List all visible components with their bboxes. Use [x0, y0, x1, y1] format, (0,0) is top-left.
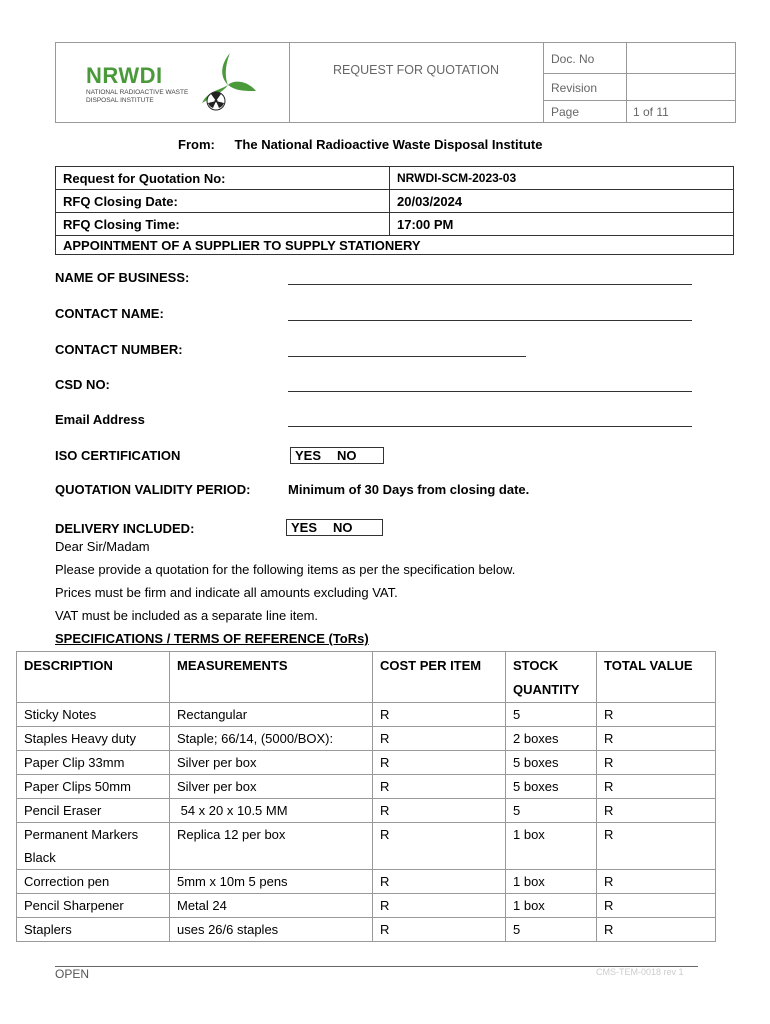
rfq-closing-time-value: 17:00 PM — [390, 213, 734, 236]
cell-description: Permanent Markers Black — [17, 823, 170, 870]
cell-cost[interactable]: R — [373, 918, 506, 942]
col-total-value: TOTAL VALUE — [597, 652, 716, 703]
cell-total[interactable]: R — [597, 823, 716, 870]
rfq-closing-date-row — [56, 190, 734, 213]
table-row — [17, 870, 716, 894]
col-description: DESCRIPTION — [17, 652, 170, 703]
cell-total[interactable]: R — [597, 918, 716, 942]
cell-quantity: 5 — [506, 918, 597, 942]
iso-yes[interactable]: YES — [295, 448, 322, 463]
cell-measurements: Rectangular — [170, 703, 373, 727]
cell-description: Staplers — [17, 918, 170, 942]
csd-number-label: CSD NO: — [55, 377, 110, 392]
col-measurements: MEASUREMENTS — [170, 652, 373, 703]
cell-quantity: 1 box — [506, 894, 597, 918]
contact-name-line[interactable] — [288, 320, 692, 321]
delivery-included-label: DELIVERY INCLUDED: — [55, 521, 195, 536]
radiation-leaf-icon — [200, 51, 258, 115]
business-name-line[interactable] — [288, 284, 692, 285]
validity-period-value: Minimum of 30 Days from closing date. — [288, 482, 530, 497]
rfq-number-value: NRWDI-SCM-2023-03 — [390, 167, 734, 190]
contact-name-label: CONTACT NAME: — [55, 306, 164, 321]
cell-total[interactable]: R — [597, 727, 716, 751]
cell-cost[interactable]: R — [373, 703, 506, 727]
spec-heading: SPECIFICATIONS / TERMS OF REFERENCE (ToRs) — [55, 631, 369, 646]
rfq-subject: APPOINTMENT OF A SUPPLIER TO SUPPLY STATIONERY — [56, 236, 734, 255]
contact-number-label: CONTACT NUMBER: — [55, 342, 183, 357]
rfq-closing-date-label: RFQ Closing Date: — [56, 190, 390, 213]
cell-description: Pencil Sharpener — [17, 894, 170, 918]
page-row — [544, 101, 735, 122]
cell-total[interactable]: R — [597, 894, 716, 918]
from-label: From: — [178, 137, 215, 152]
cell-quantity: 2 boxes — [506, 727, 597, 751]
salutation: Dear Sir/Madam — [55, 539, 150, 554]
cell-quantity: 5 boxes — [506, 751, 597, 775]
rfq-closing-date-value: 20/03/2024 — [390, 190, 734, 213]
business-name-label: NAME OF BUSINESS: — [55, 270, 190, 285]
cell-measurements: 5mm x 10m 5 pens — [170, 870, 373, 894]
letter-line-3: VAT must be included as a separate line item. — [55, 608, 319, 623]
cell-total[interactable]: R — [597, 751, 716, 775]
logo-cell — [56, 43, 290, 122]
rfq-number-row — [56, 167, 734, 190]
footer-reference: CMS-TEM-0018 rev 1 — [596, 967, 684, 977]
cell-description: Paper Clip 33mm — [17, 751, 170, 775]
cell-description: Pencil Eraser — [17, 799, 170, 823]
cell-measurements: Replica 12 per box — [170, 823, 373, 870]
document-header — [55, 42, 736, 123]
cell-description: Paper Clips 50mm — [17, 775, 170, 799]
col-cost-per-item: COST PER ITEM — [373, 652, 506, 703]
cell-measurements: Staple; 66/14, (5000/BOX): — [170, 727, 373, 751]
header-meta — [544, 43, 735, 122]
cell-cost[interactable]: R — [373, 894, 506, 918]
doc-no-row — [544, 43, 735, 74]
table-row — [17, 894, 716, 918]
cell-quantity: 1 box — [506, 870, 597, 894]
table-row — [17, 823, 716, 870]
letter-line-1: Please provide a quotation for the following items as per the specification below. — [55, 562, 516, 577]
iso-no[interactable]: NO — [337, 448, 357, 463]
cell-cost[interactable]: R — [373, 775, 506, 799]
table-row — [17, 703, 716, 727]
iso-certification-label: ISO CERTIFICATION — [55, 448, 181, 463]
cell-measurements: 54 x 20 x 10.5 MM — [170, 799, 373, 823]
email-line[interactable] — [288, 426, 692, 427]
header-title-cell — [289, 43, 544, 122]
rfq-closing-time-label: RFQ Closing Time: — [56, 213, 390, 236]
delivery-no[interactable]: NO — [333, 520, 353, 535]
cell-measurements: Silver per box — [170, 751, 373, 775]
cell-total[interactable]: R — [597, 703, 716, 727]
cell-cost[interactable]: R — [373, 727, 506, 751]
revision-label: Revision — [551, 81, 598, 95]
page-value: 1 of 11 — [626, 101, 669, 122]
rfq-subject-row — [56, 236, 734, 255]
logo-subtitle-1: NATIONAL RADIOACTIVE WASTE — [86, 89, 189, 96]
iso-yes-no-box[interactable] — [290, 447, 384, 464]
cell-cost[interactable]: R — [373, 751, 506, 775]
cell-measurements: uses 26/6 staples — [170, 918, 373, 942]
doc-no-label: Doc. No — [551, 52, 595, 66]
nrwdi-logo — [86, 63, 188, 105]
cell-quantity: 5 boxes — [506, 775, 597, 799]
cell-quantity: 1 box — [506, 823, 597, 870]
cell-quantity: 5 — [506, 799, 597, 823]
validity-period-label: QUOTATION VALIDITY PERIOD: — [55, 482, 251, 497]
revision-row — [544, 73, 735, 101]
specifications-table — [16, 651, 716, 942]
csd-number-line[interactable] — [288, 391, 692, 392]
spec-header-row — [17, 652, 716, 703]
revision-value — [626, 73, 633, 100]
cell-cost[interactable]: R — [373, 870, 506, 894]
rfq-details-table — [55, 166, 734, 255]
cell-quantity: 5 — [506, 703, 597, 727]
table-row — [17, 751, 716, 775]
cell-measurements: Silver per box — [170, 775, 373, 799]
delivery-yes-no-box[interactable] — [286, 519, 383, 536]
footer-classification: OPEN — [55, 967, 90, 981]
delivery-yes[interactable]: YES — [291, 520, 318, 535]
doc-no-value — [626, 43, 633, 73]
table-row — [17, 799, 716, 823]
cell-total[interactable]: R — [597, 775, 716, 799]
logo-subtitle-2: DISPOSAL INSTITUTE — [86, 97, 154, 104]
cell-cost[interactable]: R — [373, 799, 506, 823]
cell-total[interactable]: R — [597, 799, 716, 823]
from-line — [178, 137, 542, 152]
from-value: The National Radioactive Waste Disposal Institute — [234, 137, 543, 152]
rfq-closing-time-row — [56, 213, 734, 236]
cell-cost[interactable]: R — [373, 823, 506, 870]
rfq-number-label: Request for Quotation No: — [56, 167, 390, 190]
document-title: REQUEST FOR QUOTATION — [333, 63, 499, 77]
cell-description: Correction pen — [17, 870, 170, 894]
page-label: Page — [551, 105, 580, 119]
col-stock-quantity: STOCK QUANTITY — [506, 652, 597, 703]
cell-total[interactable]: R — [597, 870, 716, 894]
table-row — [17, 775, 716, 799]
contact-number-line[interactable] — [288, 356, 526, 357]
email-label: Email Address — [55, 412, 145, 427]
table-row — [17, 918, 716, 942]
logo-brand: NRWDI — [86, 63, 163, 88]
cell-description: Staples Heavy duty — [17, 727, 170, 751]
cell-measurements: Metal 24 — [170, 894, 373, 918]
letter-line-2: Prices must be firm and indicate all amounts excluding VAT. — [55, 585, 398, 600]
cell-description: Sticky Notes — [17, 703, 170, 727]
table-row — [17, 727, 716, 751]
